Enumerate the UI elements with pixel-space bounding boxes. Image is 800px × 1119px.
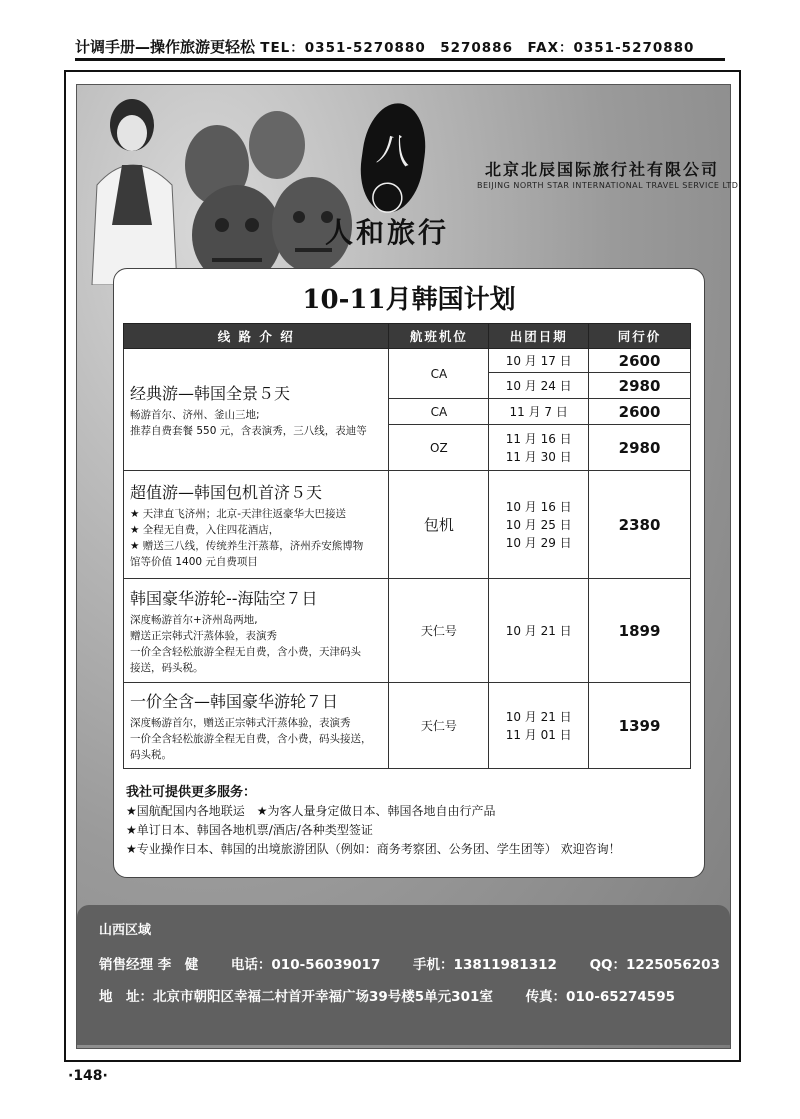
col-price: 同行价 [589, 324, 691, 349]
company-name-en: BEIJING NORTH STAR INTERNATIONAL TRAVEL SERVICE LTD. [477, 181, 742, 190]
date-line: 11 月 16 日 [505, 431, 572, 446]
services-heading: 我社可提供更多服务： [126, 785, 257, 800]
top-header [75, 36, 725, 61]
flight-cell: OZ [389, 425, 489, 471]
route-cell [124, 683, 389, 769]
services-section [126, 783, 696, 859]
date-line: 11 月 30 日 [505, 449, 572, 464]
route-desc: 深度畅游首尔+济州岛两地, [130, 613, 258, 626]
contact-phone: 电话：010-56039017 [230, 957, 381, 973]
route-desc: ★ 全程无自费，入住四花酒店， [130, 523, 280, 536]
date-line: 10 月 25 日 [505, 517, 572, 532]
date-cell: 11 月 7 日 [489, 399, 589, 425]
route-cell [124, 579, 389, 683]
flight-cell: CA [389, 399, 489, 425]
price-cell: 2980 [589, 425, 691, 471]
table-header-row [124, 324, 691, 349]
company-name-cn: 北京北辰国际旅行社有限公司 [485, 160, 720, 179]
plan-card [113, 268, 705, 878]
plan-title: 10-11月韩国计划 [302, 285, 516, 315]
date-cell [489, 425, 589, 471]
route-cell [124, 349, 389, 471]
service-line: ★国航配国内各地联运 ★为客人量身定做日本、韩国各地自由行产品 [126, 804, 496, 818]
contact-panel [77, 905, 730, 1045]
col-date: 出团日期 [489, 324, 589, 349]
route-desc: ★ 赠送三八线，传统养生汗蒸幕，济州乔安熊博物 [130, 539, 364, 552]
ad-frame [64, 70, 741, 1062]
contact-line [99, 953, 720, 973]
route-desc: 赠送正宗韩式汗蒸体验，表演秀 [130, 629, 277, 642]
route-name: 一价全含—韩国豪华游轮７日 [130, 691, 339, 711]
route-desc: 馆等价值 1400 元自费项目 [130, 555, 258, 568]
price-cell: 2980 [589, 373, 691, 399]
table-row [124, 471, 691, 579]
route-desc: ★ 天津直飞济州；北京-天津往返豪华大巴接送 [130, 507, 347, 520]
table-row [124, 579, 691, 683]
contact-fax: 传真：010-65274595 [525, 989, 675, 1005]
route-desc: 码头税。 [130, 748, 172, 761]
header-contact: TEL：0351-5270880 5270886 FAX：0351-5270880 [260, 40, 695, 56]
route-cell [124, 471, 389, 579]
contact-mobile: 手机：13811981312 [413, 957, 557, 973]
route-desc: 深度畅游首尔，赠送正宗韩式汗蒸体验，表演秀 [130, 716, 351, 729]
route-name: 超值游—韩国包机首济５天 [130, 482, 323, 502]
service-line: ★单订日本、韩国各地机票/酒店/各种类型签证 [126, 823, 373, 837]
page-number: ·148· [68, 1068, 108, 1084]
price-cell: 2380 [589, 471, 691, 579]
price-cell: 1899 [589, 579, 691, 683]
date-cell [489, 471, 589, 579]
route-desc: 接送，码头税。 [130, 661, 204, 674]
route-name: 韩国豪华游轮--海陆空７日 [130, 588, 318, 608]
flight-cell: 天仁号 [389, 683, 489, 769]
contact-region: 山西区域 [99, 923, 152, 938]
date-cell: 10 月 24 日 [489, 373, 589, 399]
sales-manager: 销售经理 李 健 [99, 957, 199, 973]
flight-cell: 天仁号 [389, 579, 489, 683]
route-desc: 畅游首尔、济州、釜山三地; [130, 408, 260, 421]
logo-mark: 八〇 [367, 128, 414, 222]
route-desc: 推荐自费套餐 550 元，含表演秀，三八线，表迪等 [130, 424, 367, 437]
table-row [124, 349, 691, 373]
ad-panel [76, 84, 742, 1049]
date-line: 10 月 21 日 [505, 709, 572, 724]
flight-cell: 包机 [389, 471, 489, 579]
date-line: 10 月 16 日 [505, 499, 572, 514]
brand-name: 人和旅行 [325, 216, 450, 249]
date-cell: 10 月 21 日 [489, 579, 589, 683]
date-line: 11 月 01 日 [505, 727, 572, 742]
price-cell: 2600 [589, 349, 691, 373]
date-line: 10 月 29 日 [505, 535, 572, 550]
itinerary-table [123, 323, 691, 769]
route-desc: 一价全含轻松旅游全程无自费，含小费，天津码头 [130, 645, 361, 658]
header-title: 计调手册—操作旅游更轻松 [75, 38, 256, 56]
contact-address: 地 址：北京市朝阳区幸福二村首开幸福广场39号楼5单元301室 [99, 989, 493, 1005]
col-flight: 航班机位 [389, 324, 489, 349]
flight-cell: CA [389, 349, 489, 399]
price-cell: 1399 [589, 683, 691, 769]
contact-qq: QQ：1225056203 [589, 957, 720, 973]
contact-line [99, 985, 675, 1005]
route-name: 经典游—韩国全景５天 [130, 383, 291, 403]
date-cell [489, 683, 589, 769]
date-cell: 10 月 17 日 [489, 349, 589, 373]
route-desc: 一价全含轻松旅游全程无自费，含小费，码头接送， [130, 732, 372, 745]
table-row [124, 683, 691, 769]
service-line: ★专业操作日本、韩国的出境旅游团队（例如：商务考察团、公务团、学生团等） 欢迎咨询！ [126, 842, 621, 856]
price-cell: 2600 [589, 399, 691, 425]
col-route: 线 路 介 绍 [124, 324, 389, 349]
